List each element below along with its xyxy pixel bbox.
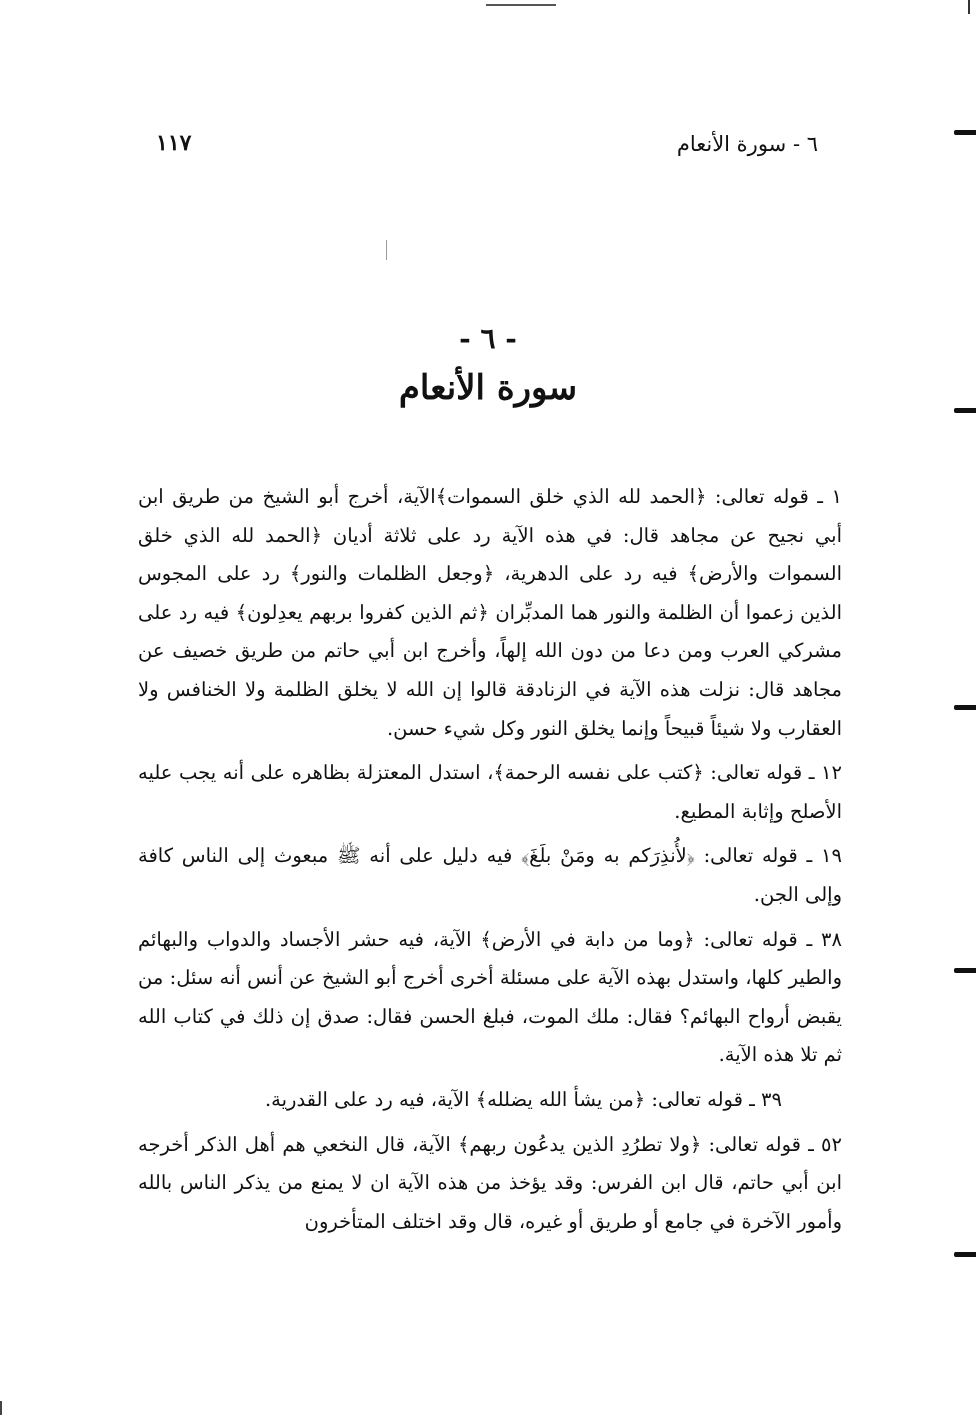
- paragraph-verse-19: ١٩ ـ قوله تعالى: ﴿لأُنذِرَكم به ومَنْ بلَغَ﴾ فيه دليل على أنه ﷺ مبعوث إلى الناس كافة وإلى الجن.: [138, 844, 842, 906]
- edge-tab-mark: [954, 705, 976, 710]
- edge-tab-mark: [954, 968, 976, 973]
- page-number: ١١٧: [156, 130, 192, 156]
- running-header-chapter: ٦ - سورة الأنعام: [676, 132, 818, 156]
- scan-mark: [386, 240, 387, 260]
- edge-tab-mark: [954, 130, 976, 135]
- chapter-title: سورة الأنعام: [398, 368, 578, 408]
- paragraph-verse-52: ٥٢ ـ قوله تعالى: ﴿ولا تطرُدِ الذين يدعُون ربهم﴾ الآية، قال النخعي هم أهل الذكر أخرجه ابن أبي حاتم، قال ابن الفرس: وقد يؤخذ من هذه الآية ان لا يمنع من يذكر الناس بالله وأمور الآخرة في جامع أو طريق أو غيره، قال وقد اختلف المتأخرون: [138, 1132, 842, 1233]
- top-rule: [486, 4, 556, 6]
- paragraph-verse-1: ١ ـ قوله تعالى: ﴿الحمد لله الذي خلق السموات﴾الآية، أخرج أبو الشيخ من طريق ابن أبي نجيح عن مجاهد قال: في هذه الآية رد على ثلاثة أديان ﴿الحمد لله الذي خلق السموات والأرض﴾ فيه رد على الدهرية، ﴿وجعل الظلمات والنور﴾ رد على المجوس الذين زعموا أن الظلمة والنور هما المدبِّران ﴿ثم الذين كفروا بربهم يعدِلون﴾ فيه رد على مشركي العرب ومن دعا من دون الله إلهاً، وأخرج ابن أبي حاتم من طريق خصيف عن مجاهد قال: نزلت هذه الآية في الزنادقة قالوا إن الله لا يخلق الظلمة ولا الخنافس ولا العقارب ولا شيئاً قبيحاً وإنما يخلق النور وكل شيء حسن.: [138, 485, 842, 740]
- paragraph-verse-12: ١٢ ـ قوله تعالى: ﴿كتب على نفسه الرحمة﴾، استدل المعتزلة بظاهره على أنه يجب عليه الأصلح وإثابة المطيع.: [138, 761, 842, 823]
- edge-tab-mark: [954, 1252, 976, 1257]
- paragraph-verse-38: ٣٨ ـ قوله تعالى: ﴿وما من دابة في الأرض﴾ الآية، فيه حشر الأجساد والدواب والبهائم والطير كلها، واستدل بهذه الآية على مسئلة أخرى أخرج أبو الشيخ عن أنس أنه سئل: من يقبض أرواح البهائم؟ فقال: ملك الموت، فبلغ الحسن فقال: صدق إن ذلك في كتاب الله ثم تلا هذه الآية.: [138, 927, 842, 1067]
- edge-tab-mark: [954, 408, 976, 413]
- corner-mark: [968, 0, 970, 14]
- body-text: [138, 478, 842, 1247]
- chapter-number: - ٦ -: [459, 322, 517, 355]
- paragraph-verse-39: ٣٩ ـ قوله تعالى: ﴿من يشأ الله يضلله﴾ الآية، فيه رد على القدرية.: [264, 1087, 782, 1111]
- bottom-corner-mark: [0, 1401, 10, 1415]
